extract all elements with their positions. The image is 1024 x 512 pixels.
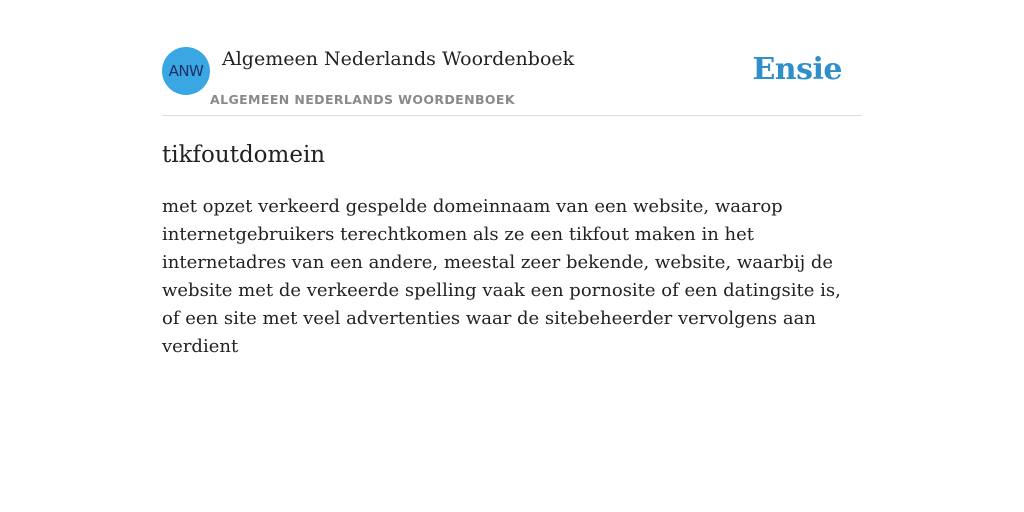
source-header [162, 47, 862, 116]
source-subtitle: ALGEMEEN NEDERLANDS WOORDENBOEK [210, 92, 515, 107]
source-title[interactable]: Algemeen Nederlands Woordenboek [222, 48, 575, 70]
entry-definition: met opzet verkeerd gespelde domeinnaam van een website, waarop internetgebruikers terechtkomen als ze een tikfout maken in het internetadres van een andere, meestal zeer bekende, website, waarbij de website met de verkeerde spelling vaak een pornosite of een datingsite is, of een site met veel advertenties waar de sitebeheerder vervolgens aan verdient [162, 196, 841, 357]
entry-term: tikfoutdomein [162, 142, 326, 168]
ensie-brand-link[interactable]: Ensie [752, 52, 842, 87]
anw-logo[interactable]: ANW [162, 47, 210, 95]
page [162, 0, 862, 361]
